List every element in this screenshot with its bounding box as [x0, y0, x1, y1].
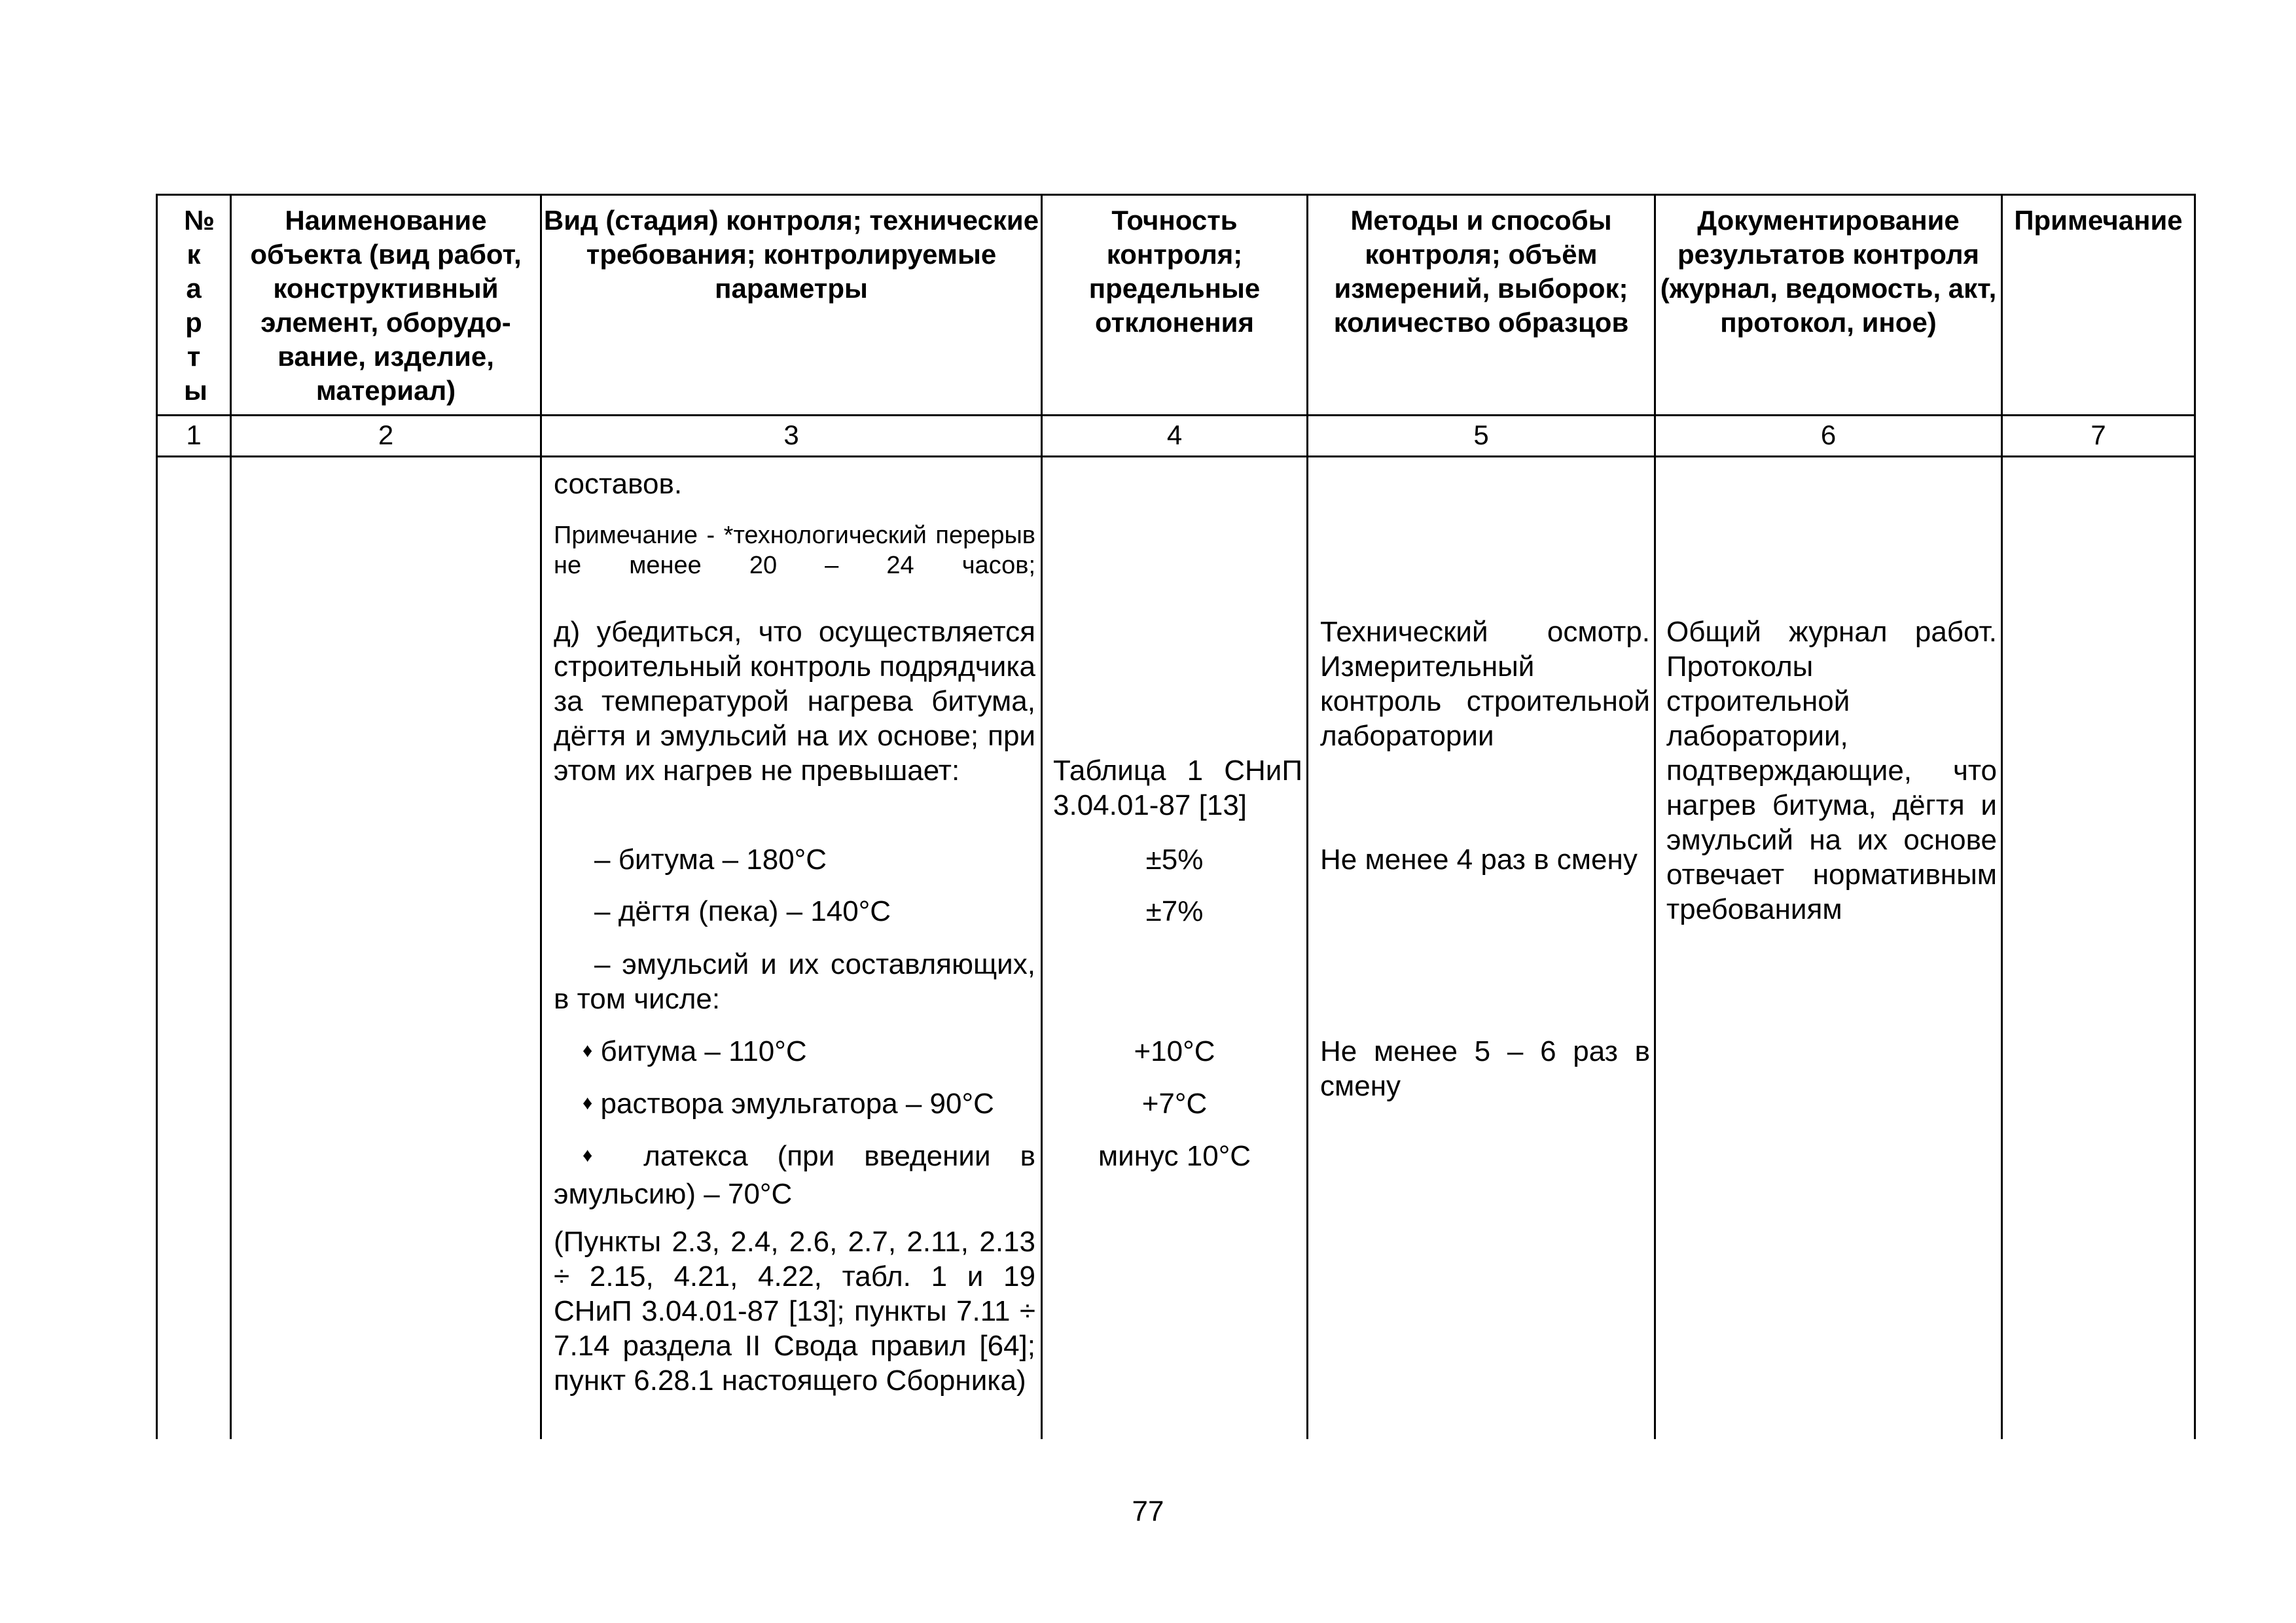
emulsifier-limit: ♦ раствора эмульгатора – 90°C — [583, 1088, 994, 1120]
cell-methods — [1308, 457, 1655, 1440]
header-documentation: Документирование результатов контроля (журнал, ведомость, акт, протокол, иное) — [1655, 195, 2002, 416]
cell-accuracy — [1042, 457, 1308, 1440]
header-row — [157, 195, 2195, 416]
cell-card-number — [157, 457, 231, 1440]
control-table — [156, 194, 2196, 1439]
diamond-bullet-icon: ♦ — [583, 1145, 615, 1166]
references-text: (Пункты 2.3, 2.4, 2.6, 2.7, 2.11, 2.13 ÷ 2.15, 4.21, 4.22, табл. 1 и 19 СНиП 3.04.01-87 [13]; пункты 7.11 ÷ 7.14 раздела II Свода правил [64]; пункт 6.28.1 настоящего Сборника) — [554, 1226, 1035, 1397]
column-number: 5 — [1308, 416, 1655, 457]
header-object-name: Наименование объекта (вид работ, конструктивный элемент, оборудо-вание, изделие, материал) — [231, 195, 541, 416]
emulsion-bitumen-limit: ♦ битума – 110°C — [583, 1035, 807, 1067]
item-d-text: д) убедиться, что осуществляется строительный контроль подрядчика за температурой нагрева битума, дёгтя и эмульсий на их основе; при этом их нагрев не превышает: — [554, 616, 1035, 787]
intro-text: составов. — [554, 468, 683, 500]
column-number: 1 — [157, 416, 231, 457]
latex-tolerance: минус 10°C — [1098, 1140, 1251, 1172]
page-number: 77 — [1132, 1495, 1164, 1527]
content-row — [157, 457, 2195, 1440]
tar-tolerance: ±7% — [1145, 895, 1204, 927]
latex-limit: ♦ латекса (при введении в эмульсию) – 70°C — [554, 1140, 1035, 1210]
emulsifier-tolerance: +7°C — [1141, 1088, 1208, 1120]
emulsions-text: – эмульсий и их составляющих, в том числе: — [554, 948, 1035, 1015]
documentation-text: Общий журнал работ. Протоколы строительной лаборатории, подтверждающие, что нагрев битума, дёгтя и эмульсий на их основе отвечает нормативным требованиям — [1666, 616, 1997, 925]
bitumen-tolerance: ±5% — [1145, 844, 1204, 876]
bitumen-limit: – битума – 180°C — [594, 844, 827, 876]
emulsion-bitumen-tolerance: +10°C — [1134, 1035, 1215, 1067]
column-number: 7 — [2002, 416, 2195, 457]
frequency-4: Не менее 4 раз в смену — [1320, 844, 1638, 876]
header-control-type: Вид (стадия) контроля; технические требования; контролируемые параметры — [541, 195, 1042, 416]
cell-documentation — [1655, 457, 2002, 1440]
column-number: 4 — [1042, 416, 1308, 457]
cell-note — [2002, 457, 2195, 1440]
header-card-number: № к а р т ы — [157, 195, 231, 416]
column-number: 3 — [541, 416, 1042, 457]
column-number-row — [157, 416, 2195, 457]
frequency-5-6: Не менее 5 – 6 раз в смену — [1320, 1035, 1650, 1102]
header-note: Примечание — [2002, 195, 2195, 416]
column-number: 2 — [231, 416, 541, 457]
cell-object-name — [231, 457, 541, 1440]
cell-requirements — [541, 457, 1042, 1440]
tar-limit: – дёгтя (пека) – 140°C — [594, 895, 891, 927]
note-text: Примечание - *технологический перерыв не менее 20 – 24 часов; — [554, 522, 1035, 579]
diamond-bullet-icon: ♦ — [583, 1040, 593, 1061]
header-accuracy: Точность контроля; предельные отклонения — [1042, 195, 1308, 416]
header-methods: Методы и способы контроля; объём измерений, выборок; количество образцов — [1308, 195, 1655, 416]
table-reference: Таблица 1 СНиП 3.04.01-87 [13] — [1053, 755, 1302, 821]
inspection-method: Технический осмотр. Измерительный контроль строительной лаборатории — [1320, 616, 1650, 752]
column-number: 6 — [1655, 416, 2002, 457]
diamond-bullet-icon: ♦ — [583, 1092, 593, 1114]
